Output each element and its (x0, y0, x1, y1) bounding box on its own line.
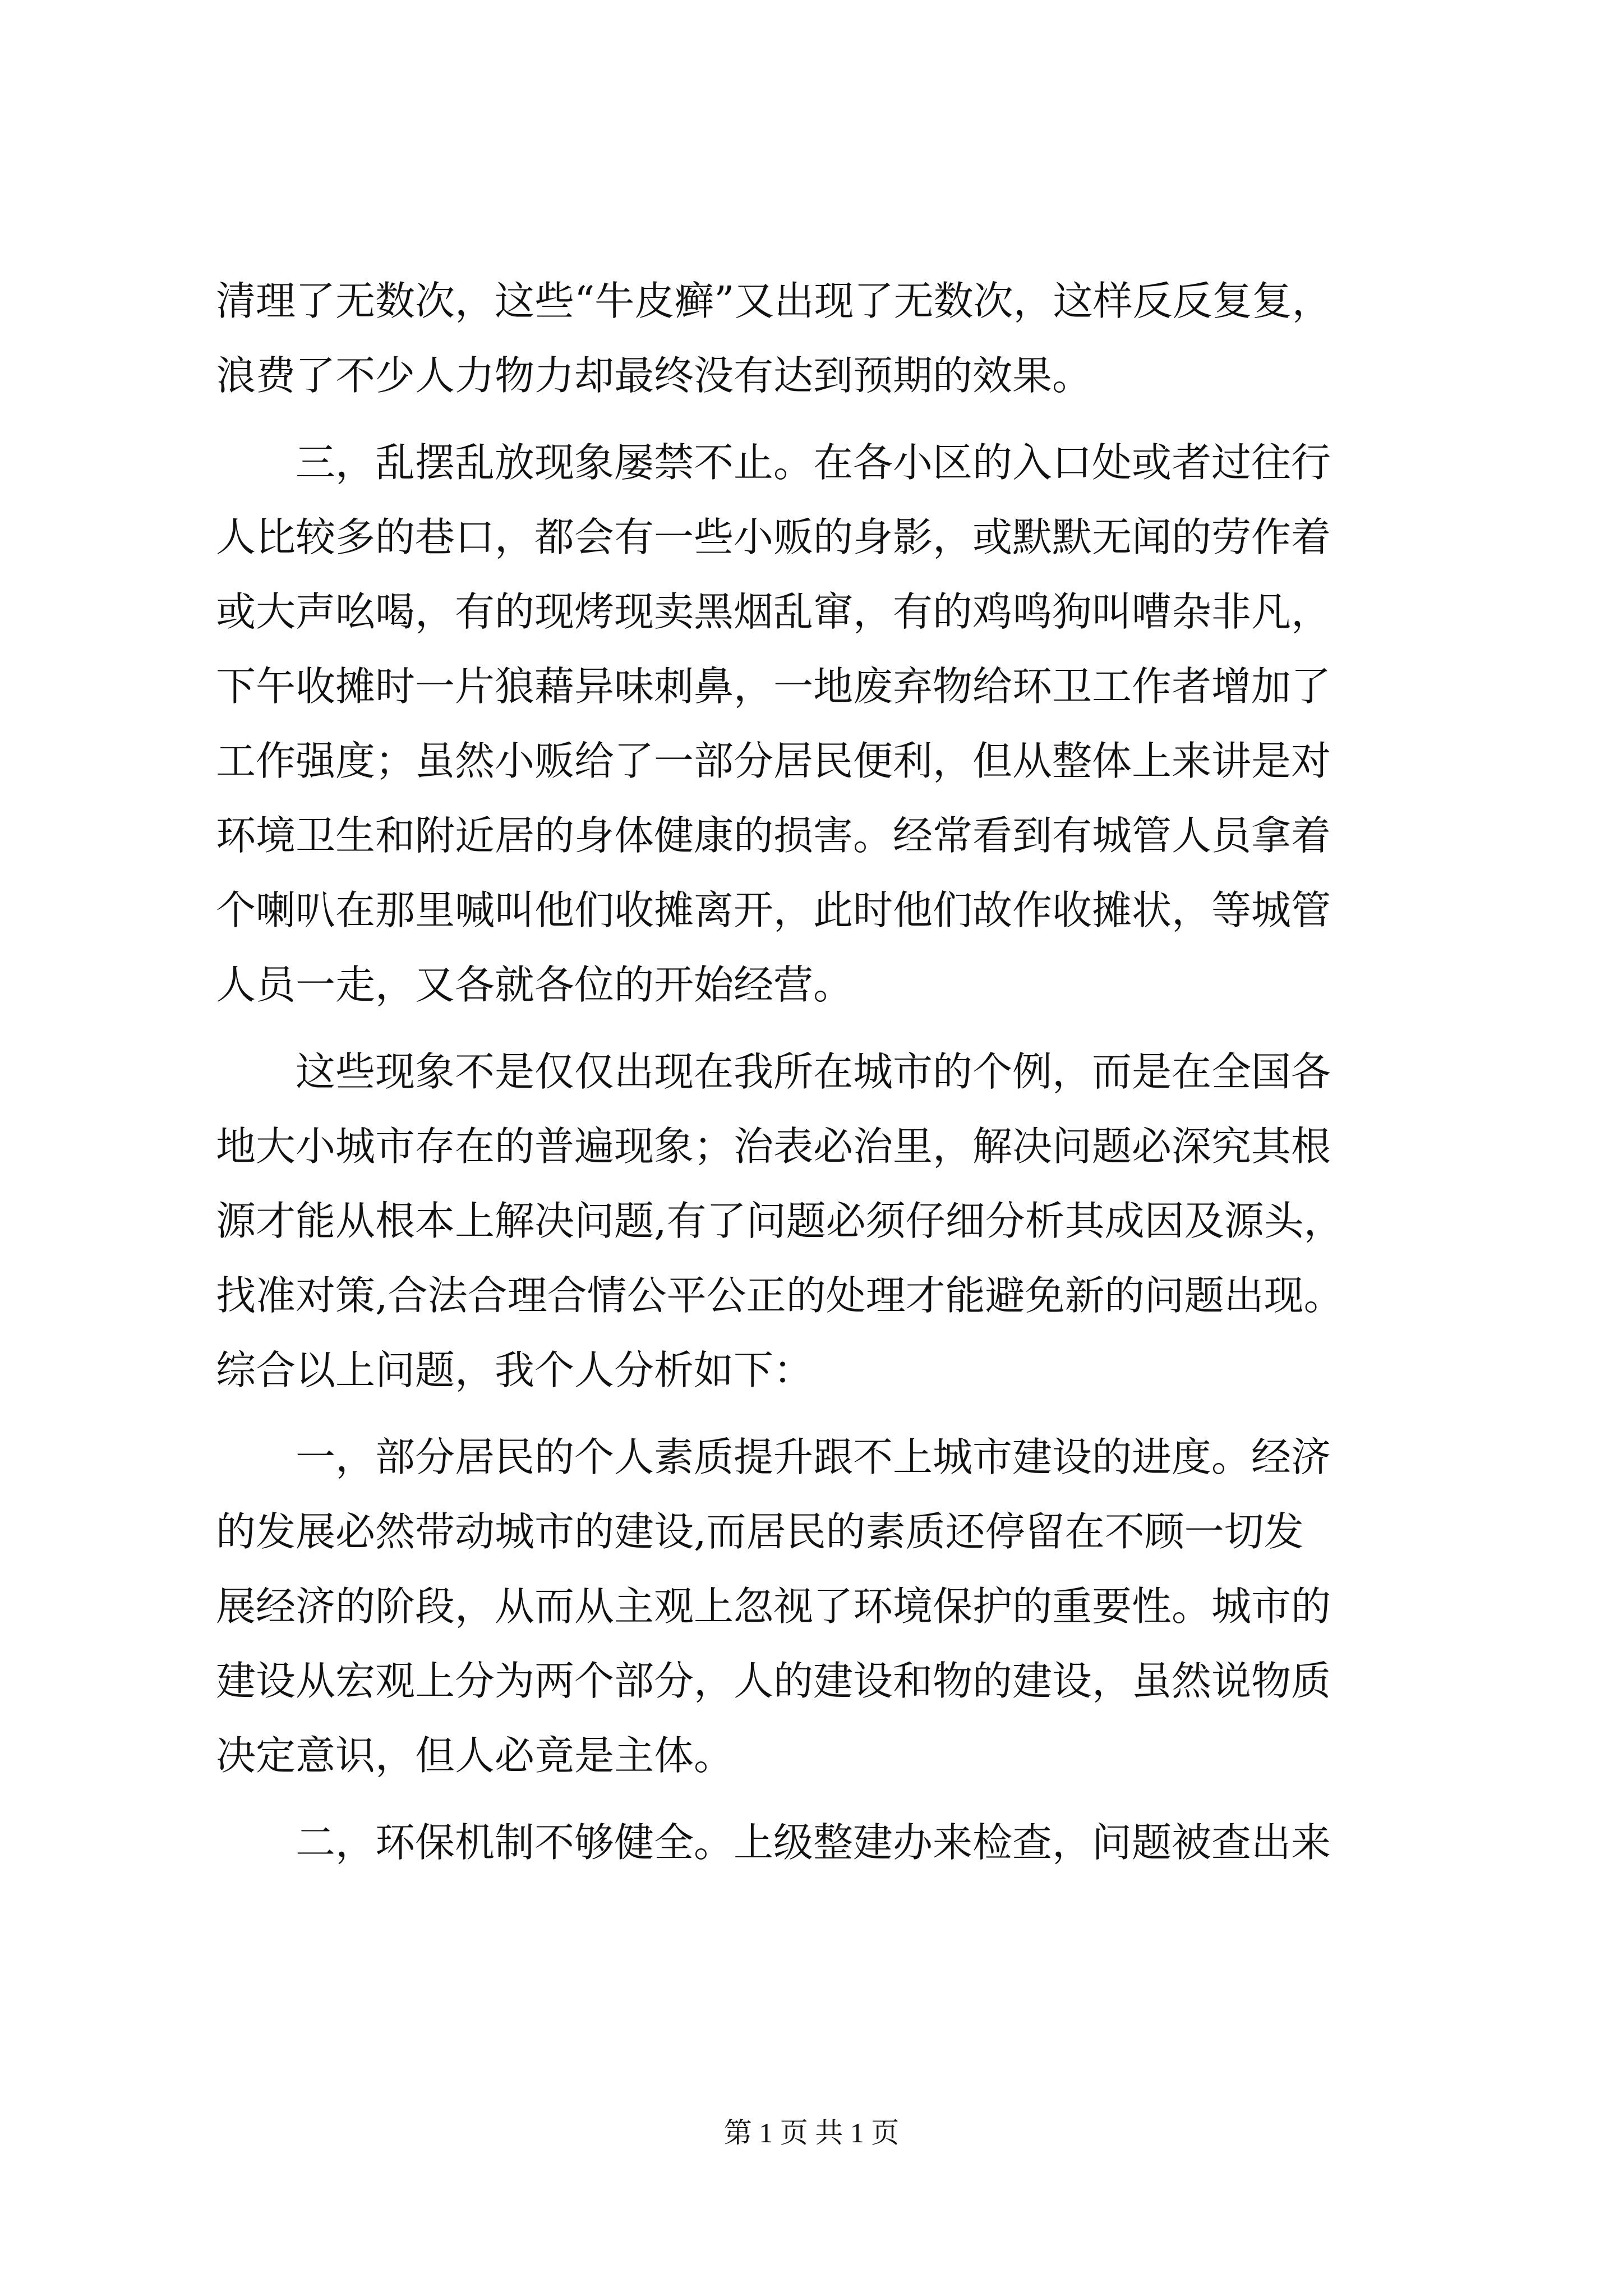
document-body (216, 264, 1422, 1880)
text-line: 的发展必然带动城市的建设,而居民的素质还停留在不顾一切发 (216, 1508, 1304, 1555)
text-line: 浪费了不少人力物力却最终没有达到预期的效果。 (216, 352, 1092, 399)
page-number-label: 第 1 页 共 1 页 (723, 2117, 900, 2148)
text-line: 人员一走，又各就各位的开始经营。 (216, 961, 854, 1008)
text-line: 找准对策,合法合理合情公平公正的处理才能避免新的问题出现。 (216, 1272, 1344, 1319)
text-line: 或大声吆喝，有的现烤现卖黑烟乱窜，有的鸡鸣狗叫嘈杂非凡， (216, 588, 1331, 635)
text-line: 个喇叭在那里喊叫他们收摊离开，此时他们故作收摊状，等城管 (216, 887, 1331, 933)
text-line: 建设从宏观上分为两个部分，人的建设和物的建设，虽然说物质 (216, 1658, 1331, 1704)
text-line: 源才能从根本上解决问题,有了问题必须仔细分析其成因及源头， (216, 1198, 1344, 1244)
text-line: 人比较多的巷口，都会有一些小贩的身影，或默默无闻的劳作着 (216, 514, 1331, 560)
paragraph-start-line: 一，部分居民的个人素质提升跟不上城市建设的进度。经济 (296, 1434, 1331, 1480)
paragraph-start-line: 二，环保机制不够健全。上级整建办来检查，问题被查出来 (296, 1819, 1331, 1866)
text-line: 环境卫生和附近居的身体健康的损害。经常看到有城管人员拿着 (216, 812, 1331, 859)
text-line: 展经济的阶段，从而从主观上忽视了环境保护的重要性。城市的 (216, 1583, 1331, 1630)
paragraph-start-line: 三，乱摆乱放现象屡禁不止。在各小区的入口处或者过往行 (296, 439, 1331, 486)
text-line: 下午收摊时一片狼藉异味刺鼻，一地废弃物给环卫工作者增加了 (216, 663, 1331, 710)
text-line: 决定意识，但人必竟是主体。 (216, 1732, 734, 1779)
text-line: 地大小城市存在的普遍现象；治表必治里，解决问题必深究其根 (216, 1123, 1331, 1170)
text-line: 清理了无数次，这些“牛皮癣”又出现了无数次，这样反反复复， (216, 278, 1332, 324)
paragraph-start-line: 这些现象不是仅仅出现在我所在城市的个例，而是在全国各 (296, 1048, 1331, 1095)
text-line: 综合以上问题，我个人分析如下： (216, 1347, 814, 1393)
text-line: 工作强度；虽然小贩给了一部分居民便利，但从整体上来讲是对 (216, 738, 1331, 784)
page-footer (0, 2116, 1623, 2150)
